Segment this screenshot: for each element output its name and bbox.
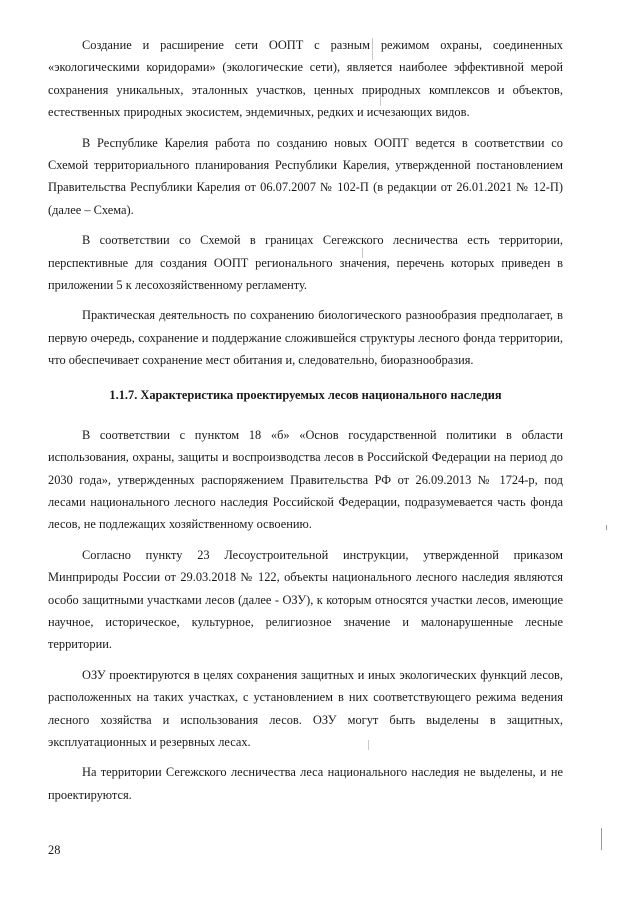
document-body <box>48 34 563 814</box>
paragraph: В соответствии с пунктом 18 «б» «Основ государственной политики в области использования, охраны, защиты и воспроизводства лесов в Российской Федерации на период до 2030 года», утвержденных распоряжением Правительства РФ от 26.09.2013 № 1724-р, под лесами национального лесного наследия Российской Федерации, подразумевается часть фонда лесов, не подлежащих хозяйственному освоению. <box>48 427 563 532</box>
scan-mark <box>601 828 602 850</box>
paragraph: Практическая деятельность по сохранению биологического разнообразия предполагает, в первую очередь, сохранение и поддержание сложившейся структуры лесного фонда территории, что обеспечивает сохранение мест обитания и, следовательно, биоразнообразия. <box>48 308 563 368</box>
page-number: 28 <box>48 843 61 857</box>
paragraph: Согласно пункту 23 Лесоустроительной инструкции, утвержденной приказом Минприроды России от 29.03.2018 № 122, объекты национального лесного наследия являются особо защитными участками лесов (далее - ОЗУ), к которым относятся участки лесов, имеющие научное, историческое, культурное, религиозное значение и малонарушенные лесные территории. <box>48 547 563 652</box>
scan-mark <box>606 525 607 530</box>
paragraph: Создание и расширение сети ООПТ с разным режимом охраны, соединенных «экологическими коридорами» (экологические сети), является наиболее эффективной мерой сохранения уникальных, эталонных участков, ценных природных комплексов и объектов, естественных природных экосистем, эндемичных, редких и исчезающих видов. <box>48 38 563 120</box>
section-heading: 1.1.7. Характеристика проектируемых лесов национального наследия <box>109 387 502 402</box>
paragraph: В соответствии со Схемой в границах Сегежского лесничества есть территории, перспективные для создания ООПТ регионального значения, перечень которых приведен в приложении 5 к лесохозяйственному регламенту. <box>48 233 563 293</box>
paragraph: В Республике Карелия работа по созданию новых ООПТ ведется в соответствии со Схемой территориального планирования Республики Карелия, утвержденной постановлением Правительства Республики Карелия от 06.07.2007 № 102-П (в редакции от 26.01.2021 № 12-П) (далее – Схема). <box>48 135 563 217</box>
paragraph: На территории Сегежского лесничества леса национального наследия не выделены, и не проектируются. <box>48 765 563 802</box>
paragraph: ОЗУ проектируются в целях сохранения защитных и иных экологических функций лесов, расположенных на таких участках, с установлением в них соответствующего режима ведения лесного хозяйства и использования лесов. ОЗУ могут быть выделены в защитных, эксплуатационных и резервных лесах. <box>48 667 563 749</box>
